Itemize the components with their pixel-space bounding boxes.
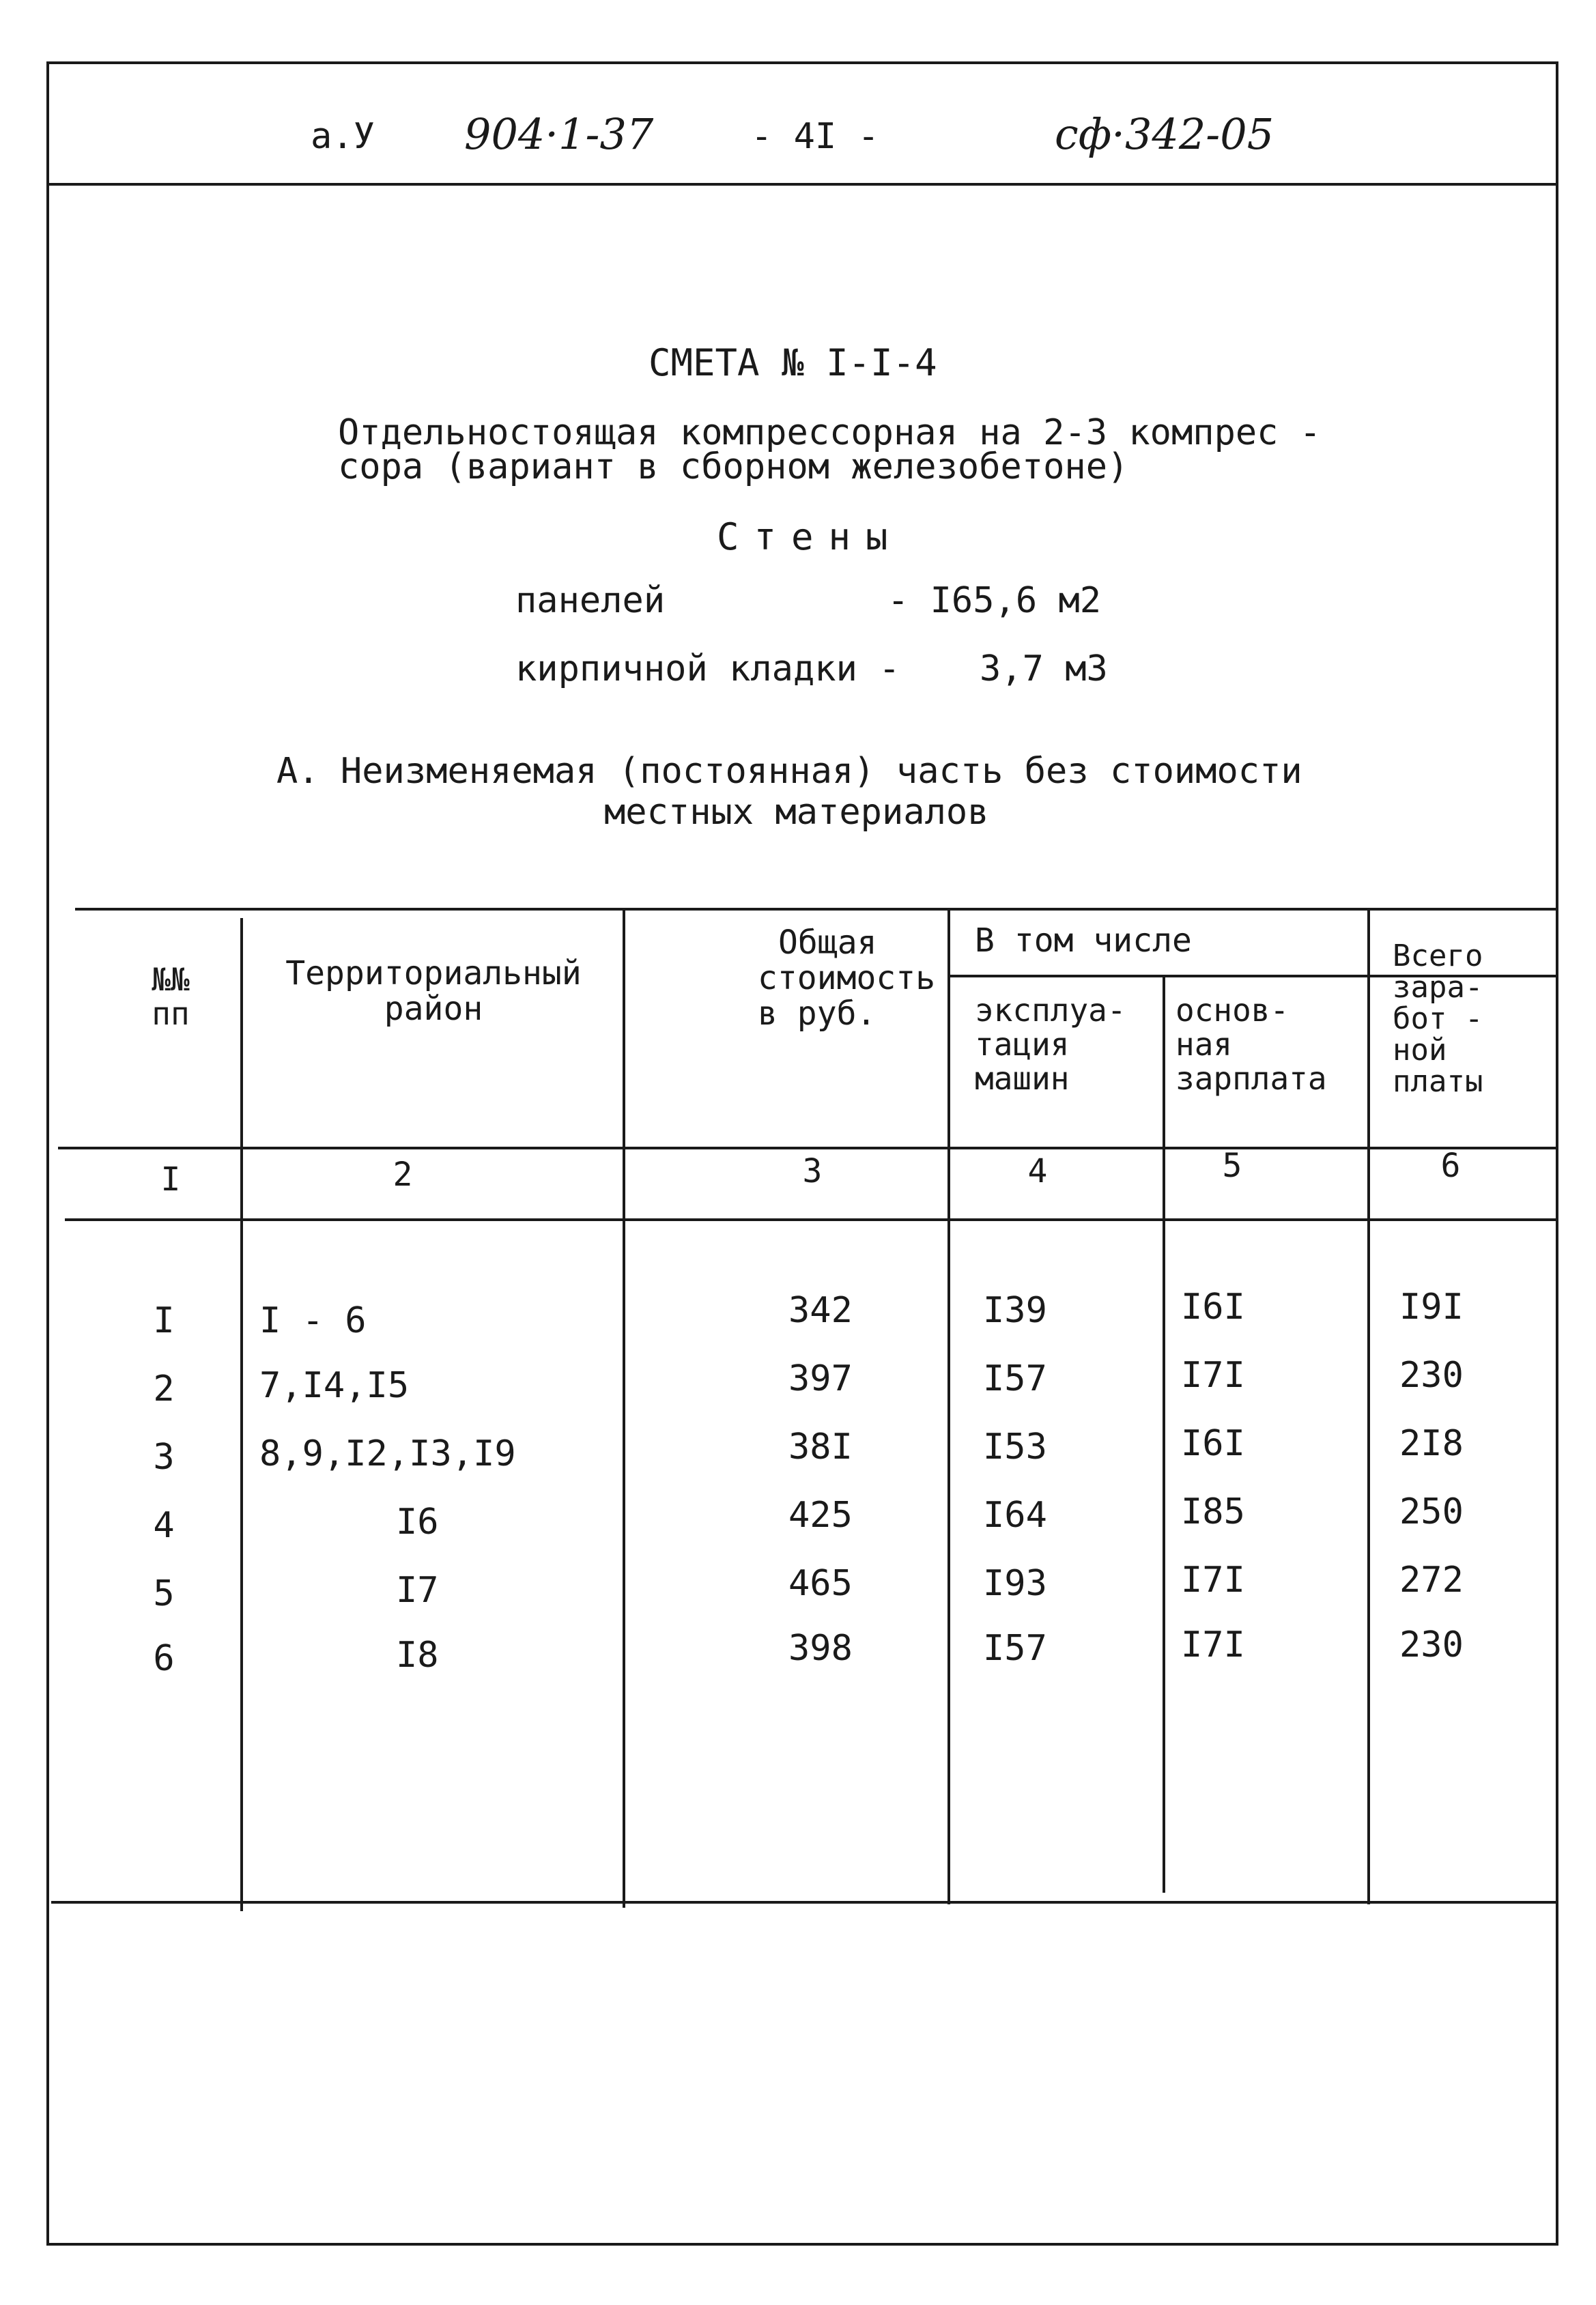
table-bottom-rule <box>51 1901 1558 1904</box>
header-col4-line3: машин <box>975 1060 1070 1097</box>
colnum-2: 2 <box>393 1156 413 1194</box>
header-project-code: 904·1-37 <box>464 109 654 159</box>
header-col1-line2: пп <box>152 995 190 1032</box>
estimate-subtitle-line2: сора (вариант в сборном железобетоне) <box>338 446 1129 487</box>
row-machines: I57 <box>983 1628 1047 1669</box>
row-total: 38I <box>788 1427 853 1468</box>
header-col4-line2: тация <box>975 1026 1070 1063</box>
row-region: I8 <box>396 1635 439 1676</box>
header-col4-line1: эксплуа- <box>975 992 1126 1029</box>
panels-label: панелей <box>515 580 666 621</box>
header-col1-line1: №№ <box>152 961 190 998</box>
header-col4 <box>975 993 1126 1096</box>
brick-label: кирпичной кладки - <box>515 648 900 689</box>
colnum-4: 4 <box>1027 1152 1048 1190</box>
brick-value: 3,7 м3 <box>980 648 1108 689</box>
row-machines: I39 <box>983 1290 1047 1331</box>
row-region: 7,I4,I5 <box>259 1365 410 1406</box>
header-col1 <box>123 962 218 1031</box>
row-machines: I93 <box>983 1563 1047 1604</box>
header-col3-line3: в руб. <box>758 994 877 1033</box>
col-divider-3 <box>947 908 950 1904</box>
header-col6-line2: зара- <box>1393 970 1483 1005</box>
header-col5-line2: ная <box>1175 1026 1233 1063</box>
col-divider-4 <box>1163 975 1165 1893</box>
row-region: 8,9,I2,I3,I9 <box>259 1433 516 1474</box>
colnum-1: I <box>160 1160 181 1199</box>
row-salary: I6I <box>1181 1423 1245 1464</box>
row-num: 6 <box>153 1638 175 1679</box>
table-top-rule <box>75 908 1558 911</box>
row-machines: I57 <box>983 1358 1047 1399</box>
row-num: I <box>153 1300 175 1341</box>
row-num: 4 <box>153 1505 175 1546</box>
row-total: 342 <box>788 1290 853 1331</box>
section-title: Стены <box>717 515 903 558</box>
header-prefix: а.У <box>311 116 375 157</box>
row-salary: I7I <box>1181 1624 1245 1665</box>
header-col3 <box>758 925 945 1031</box>
row-machines: I53 <box>983 1427 1047 1468</box>
row-total: 465 <box>788 1563 853 1604</box>
row-num: 5 <box>153 1573 175 1614</box>
col-divider-5 <box>1367 908 1370 1904</box>
header-col6-line3: бот - <box>1393 1001 1483 1036</box>
row-salary: I85 <box>1181 1491 1245 1532</box>
row-region: I7 <box>396 1570 439 1611</box>
header-col5-line3: зарплата <box>1175 1060 1327 1097</box>
header-col6 <box>1393 941 1483 1098</box>
row-region: I - 6 <box>259 1300 367 1341</box>
colnum-3: 3 <box>802 1152 823 1190</box>
row-total: 425 <box>788 1495 853 1536</box>
panels-value: - I65,6 м2 <box>887 580 1102 621</box>
row-machines: I64 <box>983 1495 1047 1536</box>
row-all-salary: 250 <box>1399 1491 1464 1532</box>
header-group: В том числе <box>975 921 1192 960</box>
header-col5-line1: основ- <box>1175 992 1289 1029</box>
header-col2-line2: район <box>384 990 483 1028</box>
row-salary: I7I <box>1181 1355 1245 1396</box>
col-divider-2 <box>623 908 625 1908</box>
row-all-salary: 2I8 <box>1399 1423 1464 1464</box>
colnum-6: 6 <box>1440 1147 1461 1185</box>
header-page-number: - 4I - <box>751 116 879 157</box>
row-salary: I7I <box>1181 1560 1245 1601</box>
header-col6-line5: платы <box>1393 1064 1483 1099</box>
row-num: 2 <box>153 1369 175 1409</box>
header-col2-line1: Территориальный <box>285 954 582 992</box>
header-col5 <box>1175 993 1327 1096</box>
row-region: I6 <box>396 1502 439 1543</box>
row-num: 3 <box>153 1437 175 1478</box>
header-col6-line1: Всего <box>1393 939 1483 973</box>
part-a-line2: местных материалов <box>604 792 989 833</box>
estimate-heading: СМЕТА № I-I-4 <box>649 341 937 384</box>
header-col6-line4: ной <box>1393 1033 1447 1068</box>
header-divider <box>46 183 1558 186</box>
part-a-line1: А. Неизменяемая (постоянная) часть без стоимости <box>276 751 1302 792</box>
header-sheet-code: сф·342-05 <box>1055 109 1274 159</box>
row-all-salary: 272 <box>1399 1560 1464 1601</box>
column-numbers-rule <box>65 1218 1558 1221</box>
estimate-subtitle-line1: Отдельностоящая компрессорная на 2-3 компрес - <box>338 412 1322 453</box>
row-all-salary: 230 <box>1399 1624 1464 1665</box>
col-divider-1 <box>240 918 243 1911</box>
row-all-salary: 230 <box>1399 1355 1464 1396</box>
header-col3-line2: стоимость <box>758 959 936 997</box>
row-total: 397 <box>788 1358 853 1399</box>
row-salary: I6I <box>1181 1287 1245 1328</box>
row-all-salary: I9I <box>1399 1287 1464 1328</box>
row-total: 398 <box>788 1628 853 1669</box>
header-col2 <box>253 956 614 1027</box>
header-bottom-rule <box>58 1147 1558 1149</box>
header-col3-line1: Общая <box>778 924 877 962</box>
colnum-5: 5 <box>1222 1147 1242 1185</box>
